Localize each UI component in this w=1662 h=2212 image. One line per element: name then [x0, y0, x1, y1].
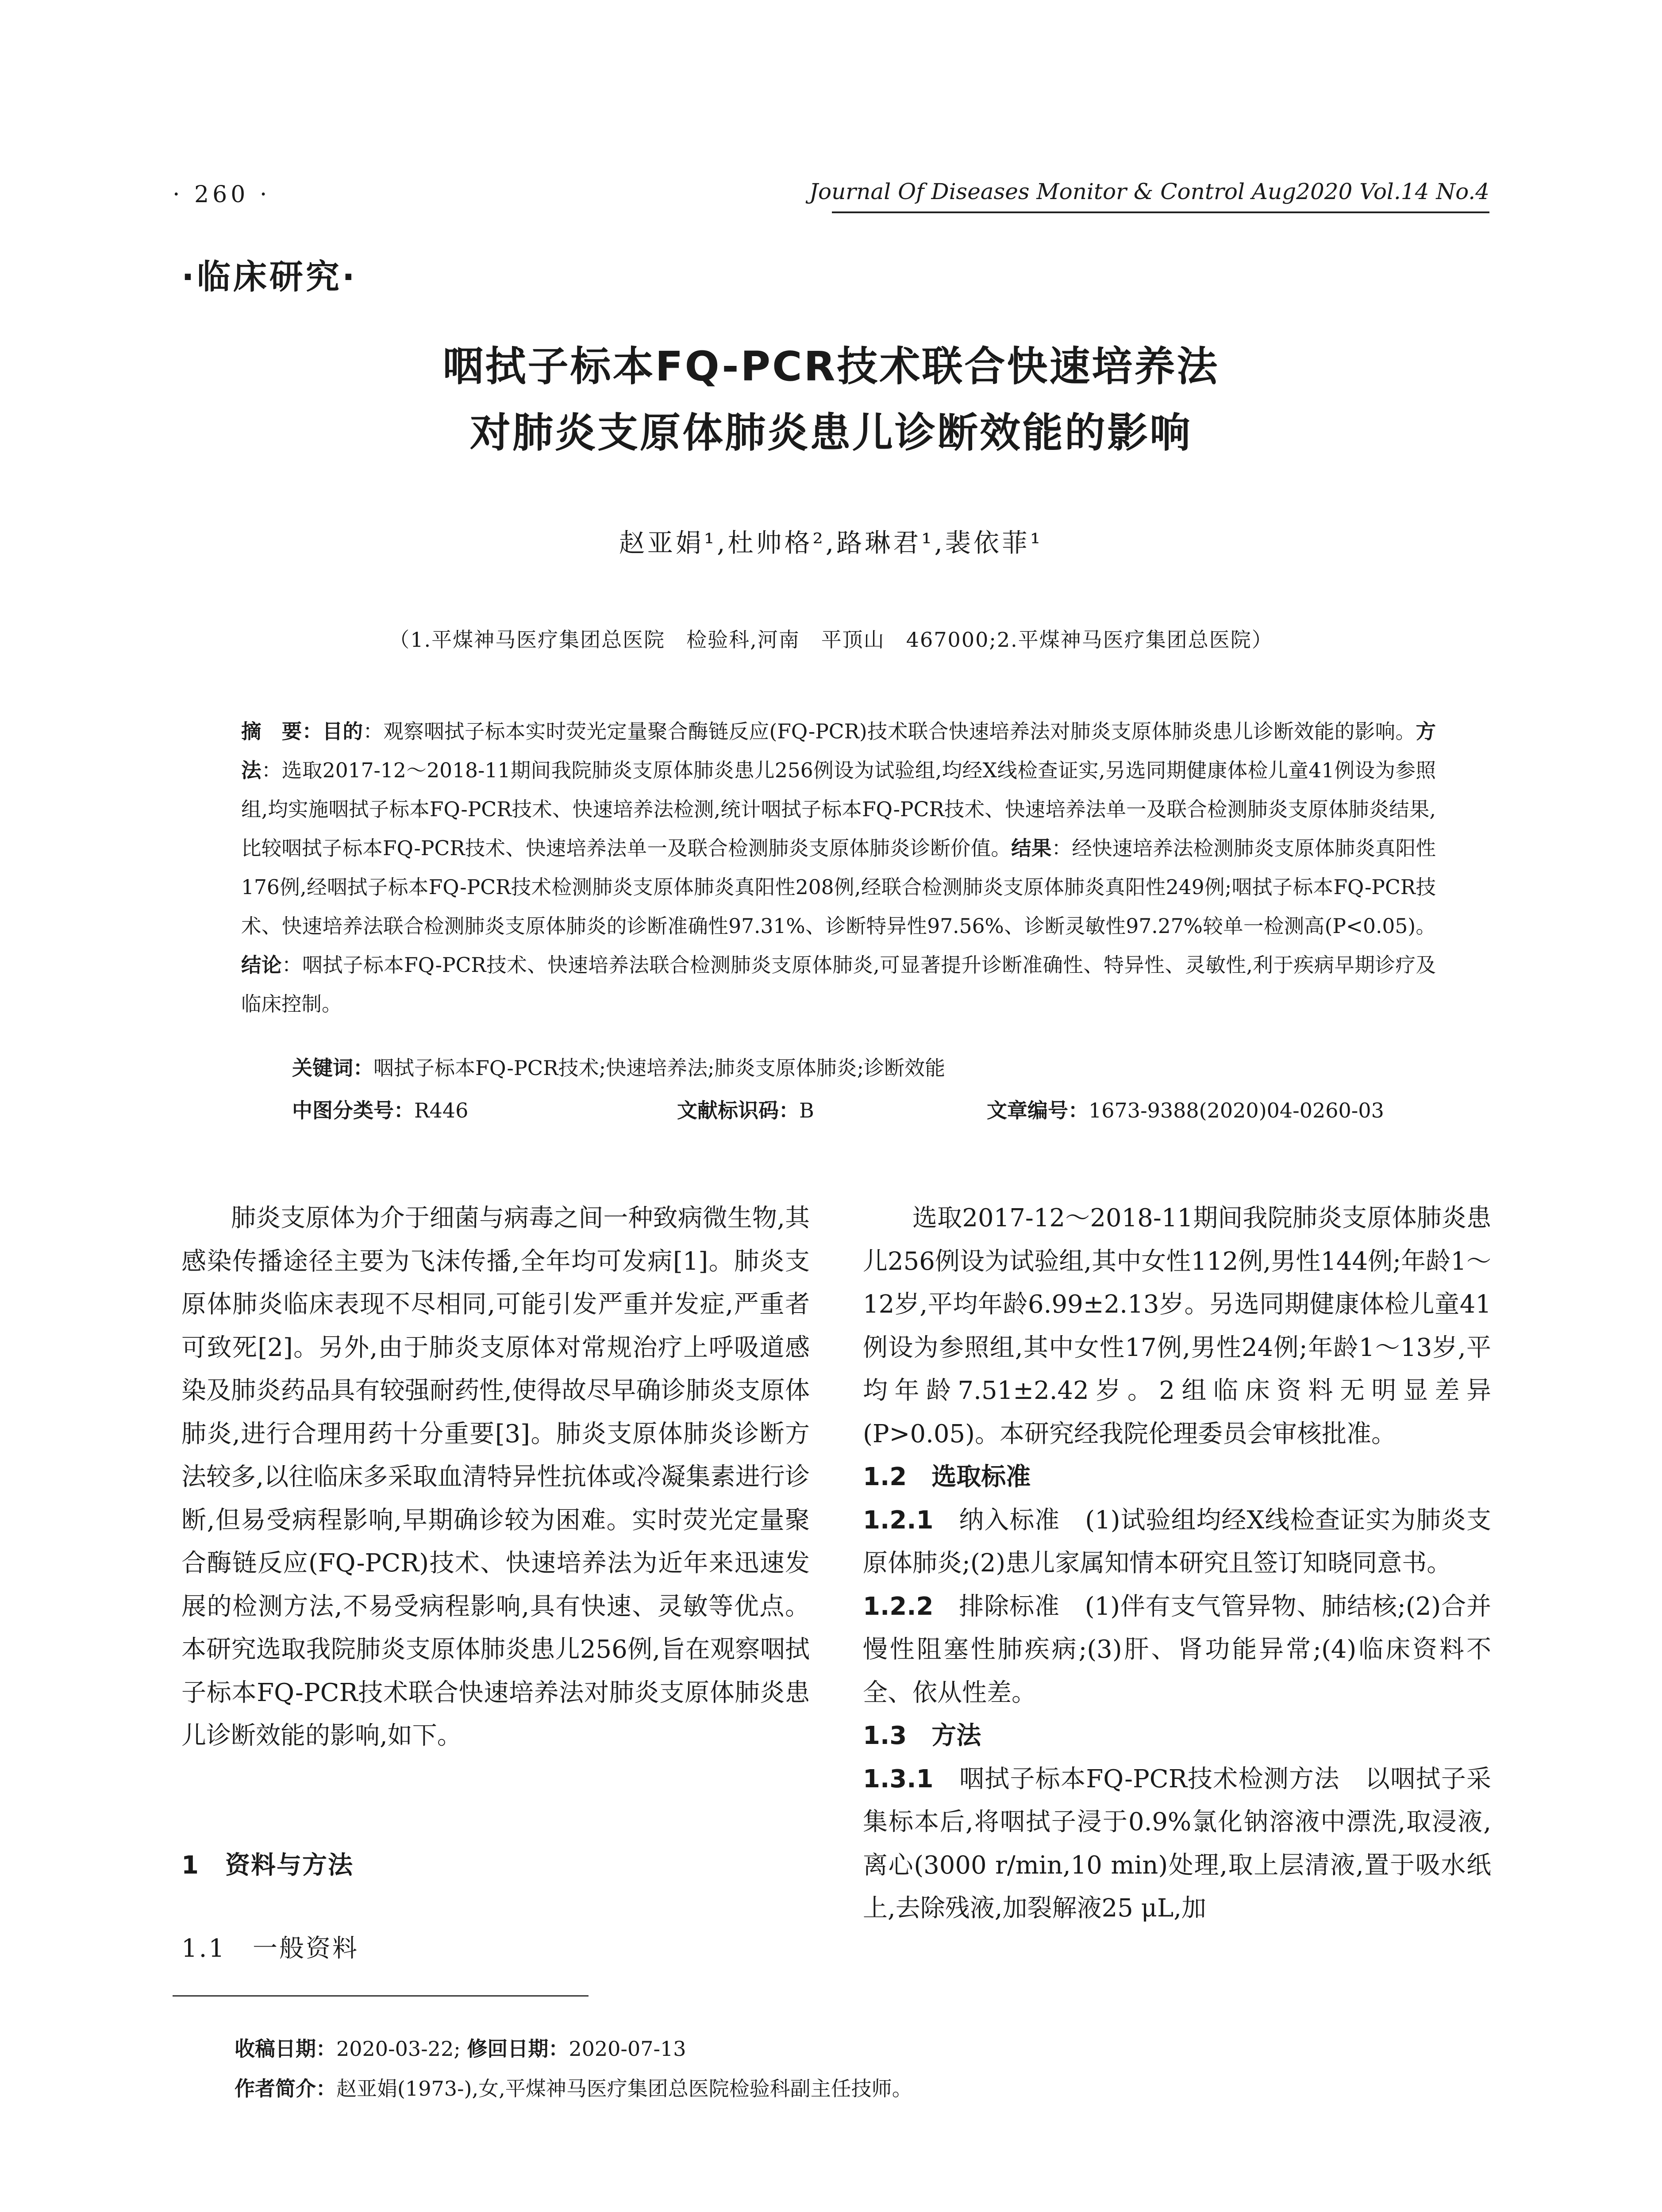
- inclusion-num: 1.2.1: [863, 1505, 934, 1535]
- abstract-label: 摘 要：: [241, 720, 323, 743]
- doc-code-value: B: [799, 1098, 814, 1122]
- revised-label: 修回日期：: [467, 2037, 569, 2061]
- heading-materials-methods: 1 资料与方法: [181, 1851, 354, 1880]
- abstract-objective: ：观察咽拭子标本实时荧光定量聚合酶链反应(FQ-PCR)技术联合快速培养法对肺炎支原体肺炎患儿诊断效能的影响。: [363, 720, 1416, 743]
- heading-methods: 1.3 方法: [863, 1721, 981, 1750]
- fq-pcr-text: 咽拭子标本FQ-PCR技术检测方法 以咽拭子采集标本后,将咽拭子浸于0.9%氯化钠溶液中漂洗,取浸液,离心(3000 r/min,10 min)处理,取上层清液,置于吸水纸上,去除残液,加裂解液25 μL,加: [863, 1764, 1491, 1923]
- abstract-method: ：选取2017-12～2018-11期间我院肺炎支原体肺炎患儿256例设为试验组,均经X线检查证实,另选同期健康体检儿童41例设为参照组,均实施咽拭子标本FQ-PCR技术、快速培养法检测,统计咽拭子标本FQ-PCR技术、快速培养法单一及联合检测肺炎支原体肺炎结果,比较咽拭子标本FQ-PCR技术、快速培养法单一及联合检测肺炎支原体肺炎诊断价值。: [241, 759, 1436, 860]
- subjects-paragraph: 选取2017-12～2018-11期间我院肺炎支原体肺炎患儿256例设为试验组,其中女性112例,男性144例;年龄1～12岁,平均年龄6.99±2.13岁。另选同期健康体检儿童41例设为参照组,其中女性17例,男性24例;年龄1～13岁,平均年龄7.51±2.42岁。2组临床资料无明显差异(P>0.05)。本研究经我院伦理委员会审核批准。: [863, 1204, 1491, 1448]
- result-label: 结果: [1011, 837, 1052, 860]
- abstract-result: ：经快速培养法检测肺炎支原体肺炎真阳性176例,经咽拭子标本FQ-PCR技术检测肺炎支原体肺炎真阳性208例,经联合检测肺炎支原体肺炎真阳性249例;咽拭子标本FQ-PCR技术、快速培养法联合检测肺炎支原体肺炎的诊断准确性97.31%、诊断特异性97.56%、诊断灵敏性97.27%较单一检测高(P<0.05)。: [241, 837, 1436, 938]
- conclusion-label: 结论: [241, 953, 282, 977]
- document-code: [677, 1094, 814, 1124]
- received-label: 收稿日期：: [235, 2037, 336, 2061]
- author-list: 赵亚娟¹,杜帅格²,路琳君¹,裴依菲¹: [619, 528, 1043, 558]
- keywords-label: 关键词：: [292, 1056, 373, 1080]
- clc-value: R446: [414, 1098, 469, 1122]
- exclusion-text: 排除标准 (1)伴有支气管异物、肺结核;(2)合并慢性阻塞性肺疾病;(3)肝、肾功能异常;(4)临床资料不全、依从性差。: [863, 1592, 1491, 1707]
- paper-title-line-1: 咽拭子标本FQ-PCR技术联合快速培养法: [442, 343, 1220, 390]
- objective-label: 目的: [322, 720, 363, 743]
- intro-paragraph: 肺炎支原体为介于细菌与病毒之间一种致病微生物,其感染传播途径主要为飞沫传播,全年均可发病[1]。肺炎支原体肺炎临床表现不尽相同,可能引发严重并发症,严重者可致死[2]。另外,由于肺炎支原体对常规治疗上呼吸道感染及肺炎药品具有较强耐药性,使得故尽早确诊肺炎支原体肺炎,进行合理用药十分重要[3]。肺炎支原体肺炎诊断方法较多,以往临床多采取血清特异性抗体或冷凝集素进行诊断,但易受病程影响,早期确诊较为困难。实时荧光定量聚合酶链反应(FQ-PCR)技术、快速培养法为近年来迅速发展的检测方法,不易受病程影响,具有快速、灵敏等优点。本研究选取我院肺炎支原体肺炎患儿256例,旨在观察咽拭子标本FQ-PCR技术联合快速培养法对肺炎支原体肺炎患儿诊断效能的影响,如下。: [181, 1204, 810, 1750]
- author-bio-value: 赵亚娟(1973-),女,平煤神马医疗集团总医院检验科副主任技师。: [336, 2077, 912, 2101]
- article-number-value: 1673-9388(2020)04-0260-03: [1089, 1098, 1384, 1122]
- right-column: [863, 1197, 1491, 1930]
- page-number: · 260 ·: [173, 181, 271, 208]
- author-bio: [235, 2073, 912, 2102]
- journal-header: Journal Of Diseases Monitor & Control Aug2020 Vol.14 No.4: [809, 179, 1489, 204]
- abstract: [241, 712, 1436, 1024]
- keywords-value: 咽拭子标本FQ-PCR技术;快速培养法;肺炎支原体肺炎;诊断效能: [373, 1056, 946, 1080]
- header-rule: [832, 211, 1489, 213]
- clc-number: [292, 1094, 468, 1124]
- left-column: [181, 1197, 810, 1758]
- section-label: ·临床研究·: [181, 257, 358, 296]
- doc-code-label: 文献标识码：: [677, 1098, 799, 1122]
- fq-pcr-num: 1.3.1: [863, 1764, 934, 1793]
- received-value: 2020-03-22;: [336, 2037, 461, 2061]
- method-label: 方法: [241, 720, 1436, 782]
- inclusion-criteria: [863, 1499, 1491, 1585]
- author-bio-label: 作者简介：: [235, 2077, 336, 2101]
- revised-value: 2020-07-13: [569, 2037, 686, 2061]
- exclusion-criteria: [863, 1585, 1491, 1715]
- received-dates: [235, 2033, 686, 2062]
- heading-general-info: 1.1 一般资料: [181, 1934, 359, 1963]
- footnote-rule: [173, 1995, 589, 1997]
- inclusion-text: 纳入标准 (1)试验组均经X线检查证实为肺炎支原体肺炎;(2)患儿家属知情本研究且签订知晓同意书。: [863, 1505, 1491, 1578]
- keywords: [292, 1052, 945, 1081]
- affiliation: （1.平煤神马医疗集团总医院 检验科,河南 平顶山 467000;2.平煤神马医疗集团总医院）: [389, 628, 1273, 652]
- article-number-label: 文章编号：: [987, 1098, 1089, 1122]
- article-number: [987, 1094, 1384, 1124]
- fq-pcr-method: [863, 1758, 1491, 1930]
- heading-selection-criteria: 1.2 选取标准: [863, 1463, 1031, 1491]
- clc-label: 中图分类号：: [292, 1098, 414, 1122]
- abstract-conclusion: ：咽拭子标本FQ-PCR技术、快速培养法联合检测肺炎支原体肺炎,可显著提升诊断准确性、特异性、灵敏性,利于疾病早期诊疗及临床控制。: [241, 953, 1436, 1016]
- exclusion-num: 1.2.2: [863, 1592, 934, 1621]
- paper-title-line-2: 对肺炎支原体肺炎患儿诊断效能的影响: [469, 409, 1192, 457]
